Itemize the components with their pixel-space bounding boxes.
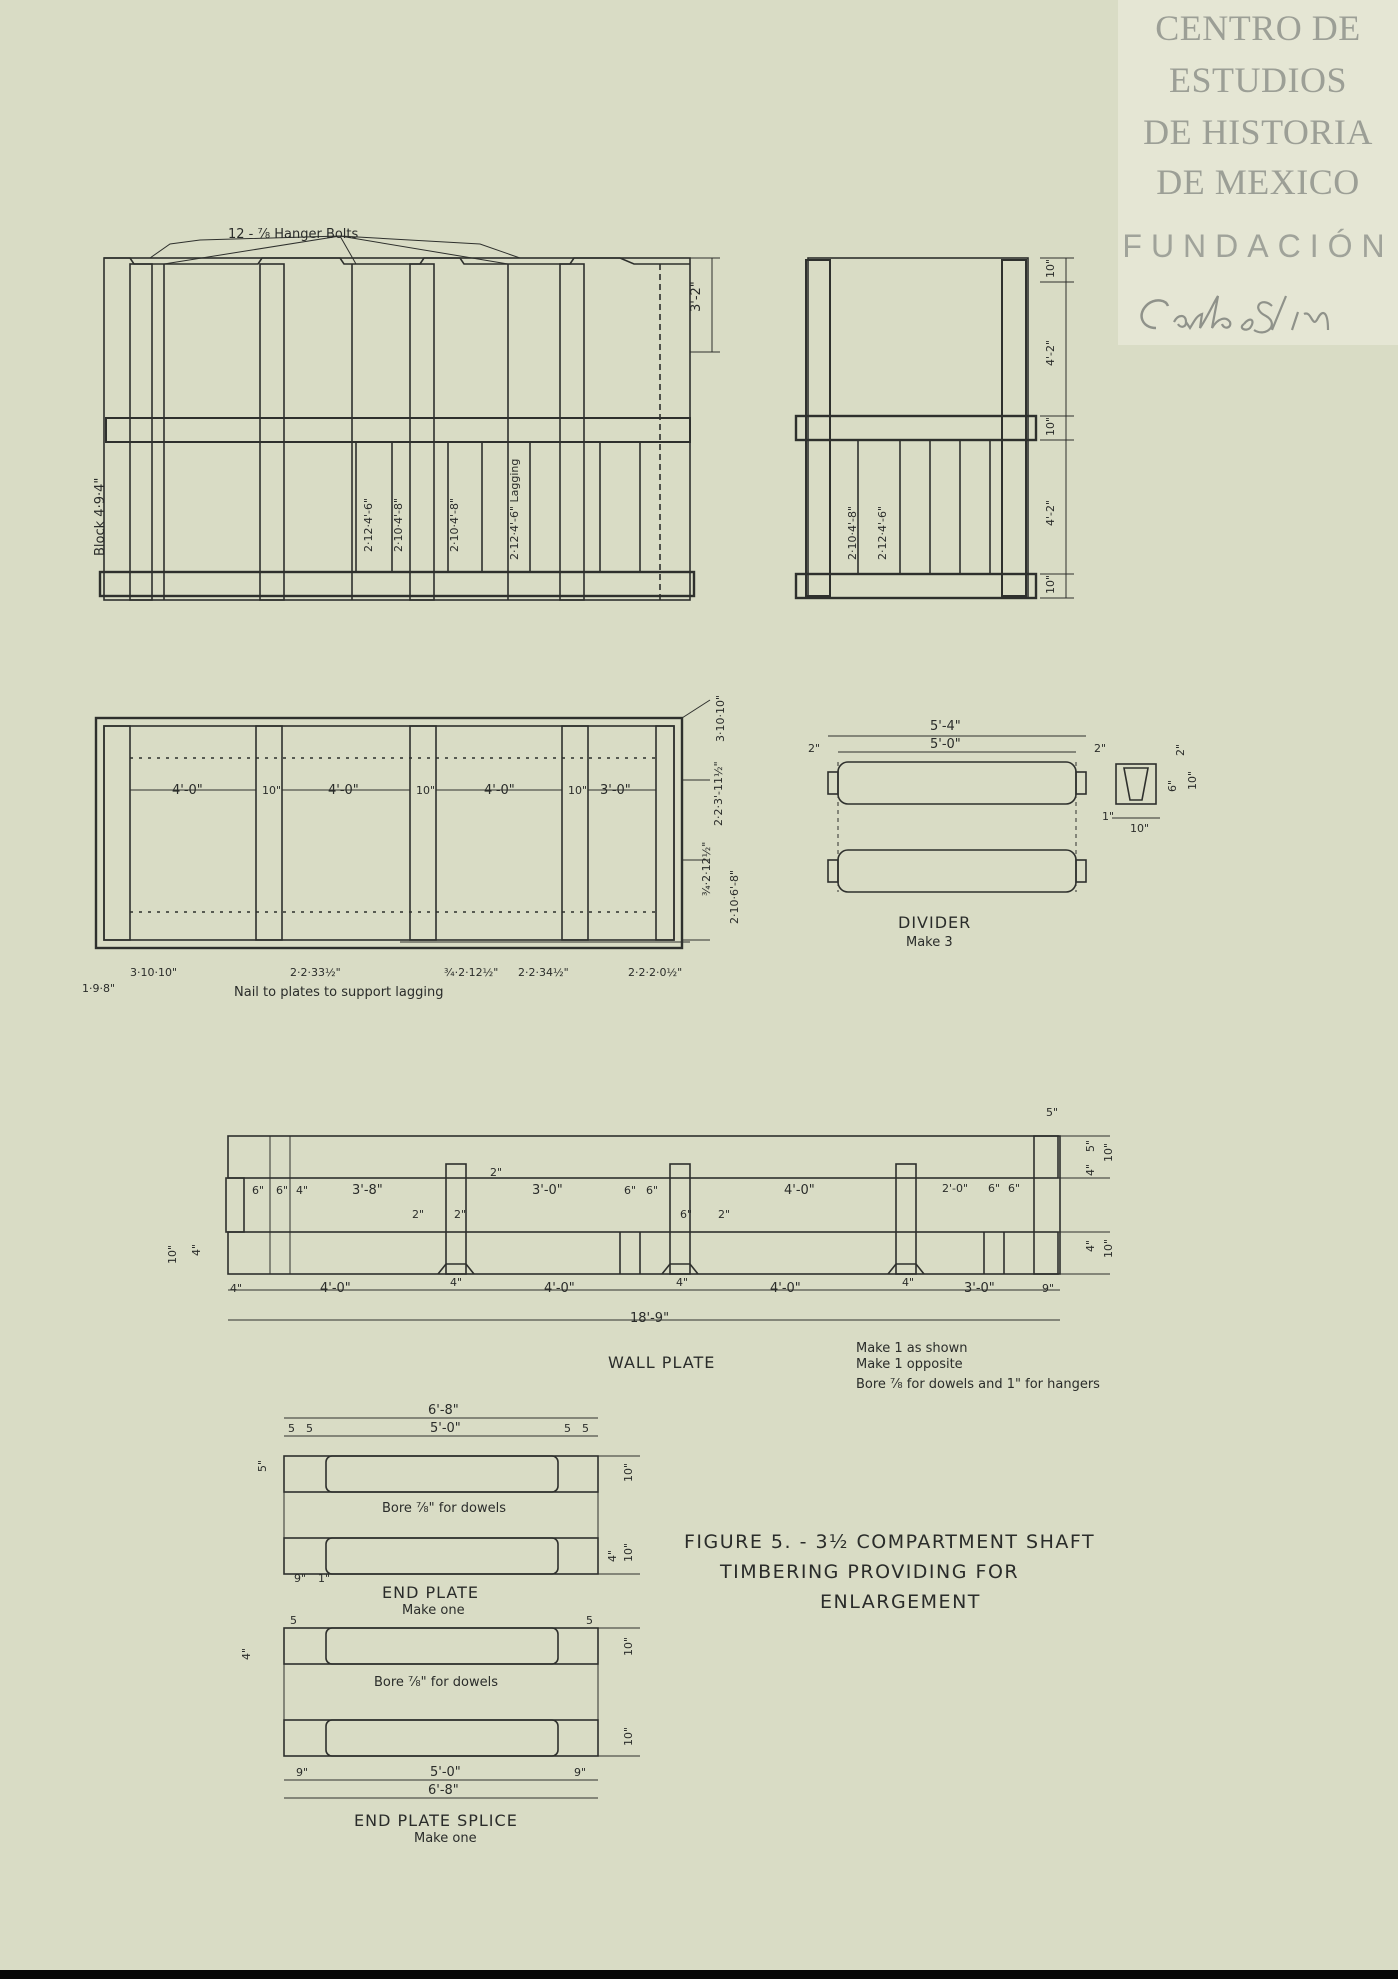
splice-small-dim: 4" — [240, 1647, 253, 1660]
wall-plate-dim: 4" — [902, 1276, 915, 1289]
end-plate-small-dim: 5 — [582, 1422, 589, 1435]
divider-dim: 6" — [1166, 779, 1179, 792]
plan-span: 3'-0" — [600, 783, 631, 798]
splice-small-dim: 10" — [622, 1726, 635, 1746]
wall-plate-side-dim: 10" — [1102, 1142, 1115, 1162]
wall-plate-dim: 4'-0" — [320, 1281, 351, 1296]
splice-small-dim: 5 — [586, 1614, 593, 1627]
wall-plate-dim: 6" — [1008, 1182, 1021, 1195]
end-plate-small-dim: 1" — [318, 1572, 331, 1585]
lagging-label: 2·10·4'-8" — [448, 497, 461, 552]
end-plate-small-dim: 4" — [606, 1549, 619, 1562]
end-plate-drawing — [284, 1418, 640, 1574]
splice-inner: 5'-0" — [430, 1765, 461, 1780]
splice-title: END PLATE SPLICE — [354, 1811, 518, 1830]
plan-span: 4'-0" — [172, 783, 203, 798]
plan-bottom-label: 3·10·10" — [130, 966, 178, 979]
wall-plate-dim: 4" — [676, 1276, 689, 1289]
bottom-wall-plate — [100, 572, 694, 596]
wall-plate-dim: 4'-0" — [784, 1183, 815, 1198]
side-dim: 10" — [1044, 574, 1057, 594]
elevation-height-dim: 3'-2" — [689, 281, 704, 312]
end-plate-overall: 6'-8" — [428, 1403, 459, 1418]
wall-plate-note: Make 1 as shown — [856, 1341, 968, 1356]
splice-small-dim: 9" — [296, 1766, 309, 1779]
plan-span: 4'-0" — [484, 783, 515, 798]
wall-plate-side-dim: 10" — [166, 1244, 179, 1264]
wall-plate-dim: 6" — [624, 1184, 637, 1197]
divider-make: Make 3 — [906, 935, 953, 950]
divider-dim: 1" — [1102, 810, 1115, 823]
lagging-label: 2·10·4'-8" — [392, 497, 405, 552]
wall-plate-dim: 6" — [680, 1208, 693, 1221]
end-plate-small-dim: 5 — [564, 1422, 571, 1435]
end-plate-bore: Bore ⅞" for dowels — [382, 1501, 507, 1516]
plan-bottom-label: 2·2·33½" — [290, 966, 341, 979]
wall-plate-side-dim: 4" — [1084, 1163, 1097, 1176]
plan-span: 10" — [568, 784, 588, 797]
end-plate-small-dim: 5 — [288, 1422, 295, 1435]
splice-small-dim: 10" — [622, 1636, 635, 1656]
wall-plate-dim: 6" — [252, 1184, 265, 1197]
splice-bore: Bore ⅞" for dowels — [374, 1675, 499, 1690]
wall-plate-dim: 3'-0" — [532, 1183, 563, 1198]
end-plate-small-dim: 10" — [622, 1462, 635, 1482]
watermark-line: ESTUDIOS — [1168, 60, 1347, 100]
splice-make: Make one — [414, 1831, 477, 1846]
side-dim: 4'-2" — [1044, 499, 1057, 526]
wall-plate-dim: 2'-0" — [942, 1182, 969, 1195]
wall-plate-dim: 2" — [412, 1208, 425, 1221]
divider-title: DIVIDER — [898, 913, 972, 932]
middle-wall-plate — [106, 418, 690, 442]
figure-caption-line: ENLARGEMENT — [820, 1591, 981, 1613]
wall-plate-dim: 2" — [490, 1166, 503, 1179]
divider-dim: 2" — [1174, 743, 1187, 756]
wall-plate-side-dim: 4" — [1084, 1239, 1097, 1252]
lagging-label: 2·12·4'-6" — [362, 497, 375, 552]
plan-span: 10" — [262, 784, 282, 797]
hanger-bolts-label: 12 - ⅞ Hanger Bolts — [228, 227, 359, 242]
wall-plate-side-dim: 5" — [1046, 1106, 1059, 1119]
plan-bottom-label: ¾·2·12½" — [444, 966, 499, 979]
plan-note: Nail to plates to support lagging — [234, 985, 444, 1000]
splice-overall: 6'-8" — [428, 1783, 459, 1798]
wall-plate-dim: 3'-8" — [352, 1183, 383, 1198]
wall-plate-note: Make 1 opposite — [856, 1357, 963, 1372]
divider-dim: 5'-0" — [930, 737, 961, 752]
end-plate-small-dim: 9" — [294, 1572, 307, 1585]
divider-dim: 5'-4" — [930, 719, 961, 734]
wall-plate-overall: 18'-9" — [630, 1311, 670, 1326]
splice-small-dim: 5 — [290, 1614, 297, 1627]
divider-dim: 2" — [1094, 742, 1107, 755]
side-view — [796, 258, 1074, 598]
front-elevation — [100, 236, 720, 600]
side-dim: 10" — [1044, 258, 1057, 278]
plan-right-label: ¾·2·12½" — [700, 841, 713, 896]
wall-plate-side-dim: 4" — [190, 1243, 203, 1256]
wall-plate-dim: 6" — [646, 1184, 659, 1197]
side-lagging-label: 2·10·4'-8" — [846, 505, 859, 560]
side-dim: 4'-2" — [1044, 339, 1057, 366]
wall-plate-note: Bore ⅞ for dowels and 1" for hangers — [856, 1377, 1100, 1392]
plan-span: 10" — [416, 784, 436, 797]
plan-right-label: 2·10·6'-8" — [728, 869, 741, 924]
side-dim: 10" — [1044, 416, 1057, 436]
wall-plate-side-dim: 5" — [1084, 1139, 1097, 1152]
wall-plate-dim: 9" — [1042, 1282, 1055, 1295]
end-plate-small-dim: 10" — [622, 1542, 635, 1562]
plan-bottom-label: 2·2·34½" — [518, 966, 569, 979]
divider-dim: 2" — [808, 742, 821, 755]
wall-plate-dim: 3'-0" — [964, 1281, 995, 1296]
divider-dim: 10" — [1186, 770, 1199, 790]
plan-span: 4'-0" — [328, 783, 359, 798]
wall-plate-dim: 6" — [276, 1184, 289, 1197]
watermark-signature — [1122, 282, 1398, 352]
plan-bottom-label: 2·2·2·0½" — [628, 966, 683, 979]
wall-plate-title: WALL PLATE — [608, 1353, 716, 1372]
wall-plate-dim: 4" — [296, 1184, 309, 1197]
block-label: Block 4·9·4" — [93, 477, 108, 556]
wall-plate-dim: 4'-0" — [770, 1281, 801, 1296]
splice-small-dim: 9" — [574, 1766, 587, 1779]
end-plate-make: Make one — [402, 1603, 465, 1618]
wall-plate-dim: 4'-0" — [544, 1281, 575, 1296]
end-plate-title: END PLATE — [382, 1583, 479, 1602]
wall-plate-dim: 2" — [454, 1208, 467, 1221]
watermark-line: DE MEXICO — [1156, 162, 1360, 202]
plan-bottom-label: 1·9·8" — [82, 982, 116, 995]
side-lagging-label: 2·12·4'-6" — [876, 505, 889, 560]
watermark-fundacion: FUNDACIÓN — [1122, 228, 1394, 264]
divider-dim: 10" — [1130, 822, 1150, 835]
figure-caption-line: FIGURE 5. - 3½ COMPARTMENT SHAFT — [684, 1531, 1096, 1553]
end-plate-inner: 5'-0" — [430, 1421, 461, 1436]
wall-plate-dim: 4" — [450, 1276, 463, 1289]
figure-caption-line: TIMBERING PROVIDING FOR — [720, 1561, 1020, 1583]
plan-right-label: 3·10·10" — [714, 694, 727, 742]
wall-plate-dim: 4" — [230, 1282, 243, 1295]
end-plate-splice-drawing — [284, 1628, 640, 1798]
watermark-line: CENTRO DE — [1155, 8, 1361, 48]
plan-right-label: 2·2·3'-11½" — [712, 761, 725, 826]
end-plate-small-dim: 5 — [306, 1422, 313, 1435]
end-plate-small-dim: 5" — [256, 1459, 269, 1472]
lagging-label: 2·12·4'-6" Lagging — [508, 458, 521, 560]
wall-plate-dim: 6" — [988, 1182, 1001, 1195]
watermark-line: DE HISTORIA — [1143, 112, 1373, 152]
wall-plate-side-dim: 10" — [1102, 1238, 1115, 1258]
wall-plate-dim: 2" — [718, 1208, 731, 1221]
plan-view — [96, 700, 710, 948]
